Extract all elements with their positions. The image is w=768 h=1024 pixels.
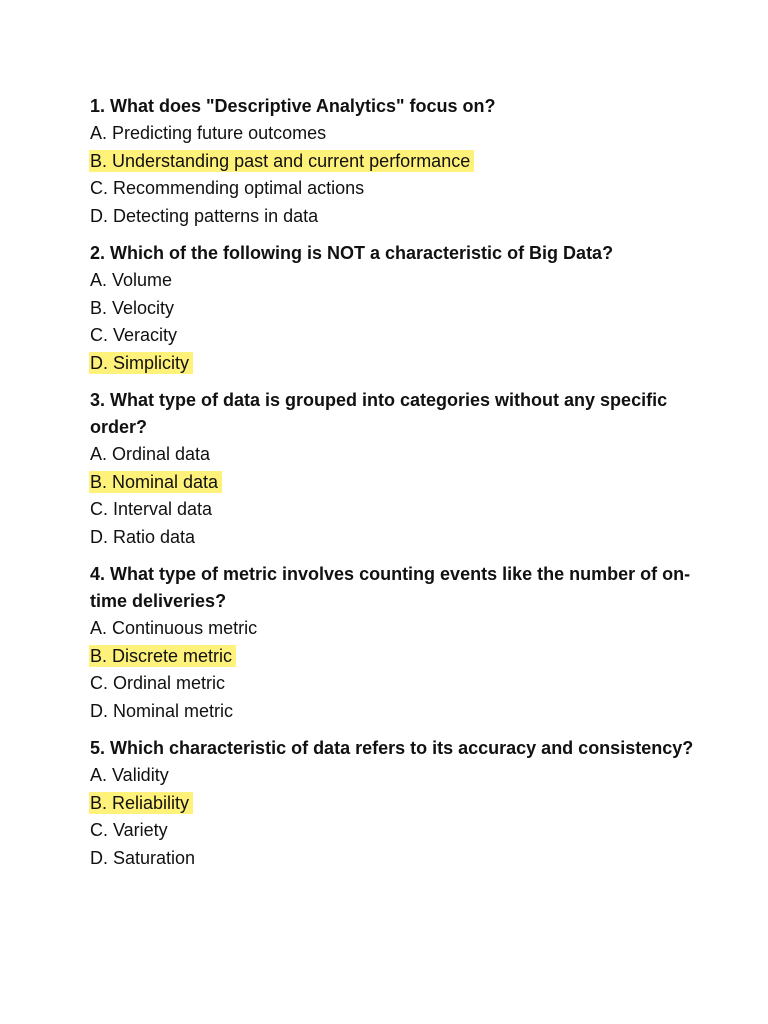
answer-option: [90, 670, 708, 698]
question-text: 3. What type of data is grouped into categories without any specific order?: [90, 390, 668, 437]
question-text: 1. What does "Descriptive Analytics" focus on?: [90, 96, 496, 116]
answer-option: [90, 698, 708, 726]
answer-option-highlighted: [90, 469, 708, 497]
option-label: D. Nominal metric: [90, 700, 234, 721]
answer-option-highlighted: [90, 643, 708, 671]
question-text: 4. What type of metric involves counting events like the number of on-time deliveries?: [90, 564, 691, 611]
option-label: A. Volume: [90, 270, 173, 290]
option-label: B. Understanding past and current performance: [89, 150, 474, 172]
answer-option: [90, 845, 708, 873]
option-label: D. Saturation: [90, 847, 196, 868]
answer-option-highlighted: [90, 350, 708, 378]
answer-option: [90, 203, 708, 231]
option-label: D. Ratio data: [90, 526, 196, 547]
answer-option: [90, 175, 708, 203]
answer-option: [90, 267, 708, 295]
question-text: 5. Which characteristic of data refers to its accuracy and consistency?: [90, 738, 694, 758]
option-label: C. Ordinal metric: [90, 673, 226, 693]
answer-option: [90, 295, 708, 323]
option-label: C. Variety: [90, 820, 168, 840]
answer-option: [90, 524, 708, 552]
answer-option-highlighted: [90, 790, 708, 818]
question-5: [90, 735, 708, 872]
option-label: C. Recommending optimal actions: [90, 178, 365, 198]
option-label: B. Discrete metric: [89, 645, 236, 667]
option-label: C. Veracity: [90, 325, 178, 345]
answer-option: [90, 322, 708, 350]
answer-option: [90, 762, 708, 790]
option-label: B. Reliability: [89, 792, 193, 814]
option-label: A. Ordinal data: [90, 444, 211, 464]
question-3: [90, 387, 708, 551]
option-label: C. Interval data: [90, 499, 213, 519]
option-label: A. Validity: [90, 765, 169, 785]
option-label: B. Nominal data: [89, 471, 222, 493]
question-4: [90, 561, 708, 725]
option-label: D. Detecting patterns in data: [90, 205, 319, 226]
answer-option: [90, 817, 708, 845]
option-label: D. Simplicity: [89, 352, 193, 374]
answer-option: [90, 496, 708, 524]
question-1: [90, 93, 708, 230]
option-label: B. Velocity: [90, 297, 175, 318]
option-label: A. Predicting future outcomes: [90, 123, 327, 143]
question-text: 2. Which of the following is NOT a characteristic of Big Data?: [90, 243, 614, 263]
answer-option: [90, 120, 708, 148]
question-2: [90, 240, 708, 377]
answer-option: [90, 615, 708, 643]
answer-option: [90, 441, 708, 469]
option-label: A. Continuous metric: [90, 618, 258, 638]
answer-option-highlighted: [90, 148, 708, 176]
